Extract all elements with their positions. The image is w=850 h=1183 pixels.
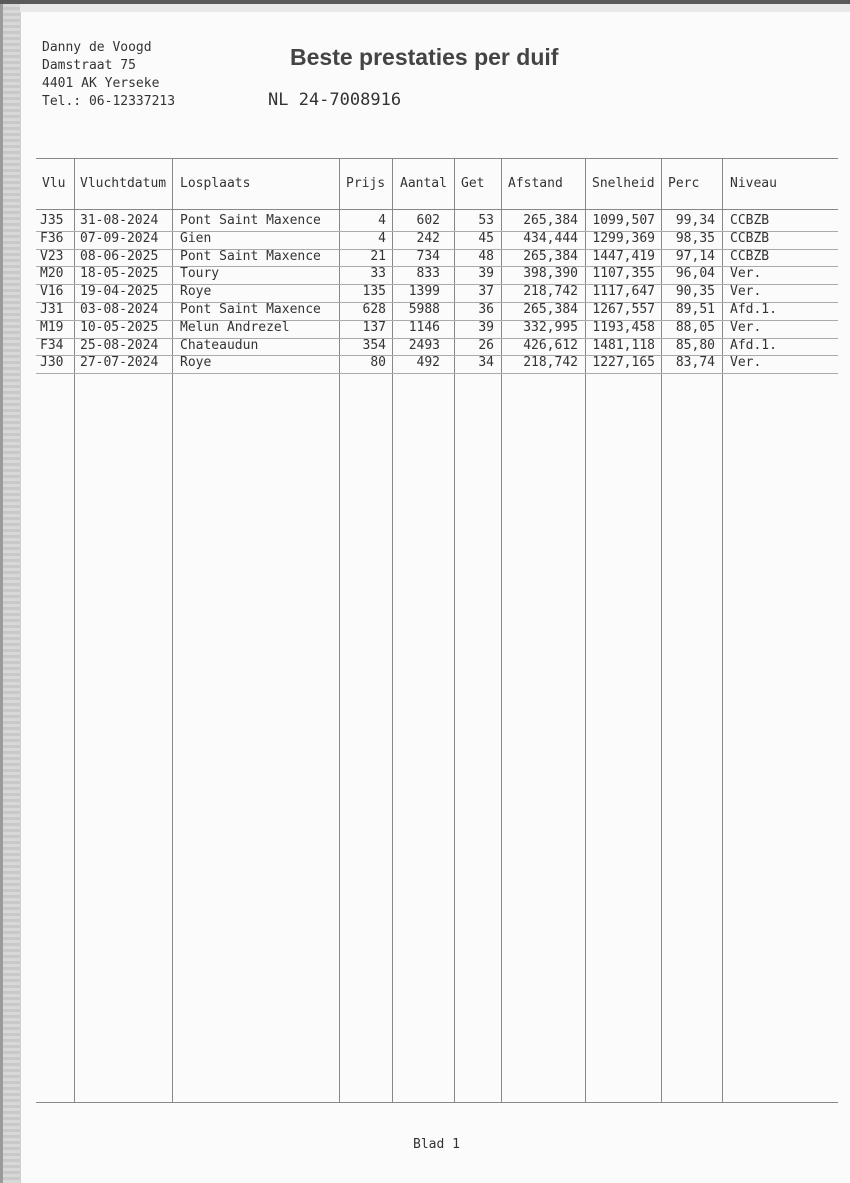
table-cell: 31-08-2024 [80, 213, 159, 228]
table-cell: 27-07-2024 [80, 355, 159, 371]
column-header: Vluchtdatum [80, 176, 167, 191]
table-cell: 1193,458 [592, 319, 655, 335]
table-cell: 1481,118 [592, 337, 655, 353]
column-header: Get [461, 176, 485, 191]
sender-name: Danny de Voogd [42, 40, 152, 55]
table-cell: Toury [180, 266, 220, 282]
table-cell: 03-08-2024 [80, 302, 159, 317]
table-cell: 26 [478, 337, 494, 353]
table-cell: 492 [416, 355, 440, 371]
scan-binding-strip [0, 4, 20, 1183]
table-cell: CCBZB [730, 230, 770, 246]
table-cell: 36 [478, 302, 494, 317]
table-cell: 833 [416, 266, 440, 282]
table-column-rule [454, 158, 455, 1103]
table-cell: 434,444 [523, 230, 578, 246]
table-cell: 19-04-2025 [80, 284, 159, 300]
table-column-rule [392, 158, 393, 1103]
table-cell: Gien [180, 230, 212, 246]
table-cell: CCBZB [730, 213, 770, 228]
table-cell: 07-09-2024 [80, 230, 159, 246]
table-column-rule [74, 158, 75, 1103]
table-cell: Afd.1. [730, 302, 777, 317]
table-cell: M20 [40, 266, 64, 282]
table-cell: Pont Saint Maxence [180, 248, 321, 264]
table-cell: 37 [478, 284, 494, 300]
table-cell: 135 [362, 284, 386, 300]
table-column-rule [172, 158, 173, 1103]
table-column-rule [661, 158, 662, 1103]
table-cell: 1107,355 [592, 266, 655, 282]
table-cell: 1227,165 [592, 355, 655, 371]
sender-address [42, 39, 175, 111]
table-cell: 5988 [408, 302, 440, 317]
table-cell: 1117,647 [592, 284, 655, 300]
table-cell: 90,35 [675, 284, 715, 300]
table-column-rule [501, 158, 502, 1103]
table-cell: 4 [378, 230, 386, 246]
table-cell: F36 [40, 230, 64, 246]
table-cell: Afd.1. [730, 337, 777, 353]
table-cell: Roye [180, 355, 212, 371]
table-cell: 218,742 [523, 355, 578, 371]
table-cell: 734 [416, 248, 440, 264]
table-cell: 45 [478, 230, 494, 246]
table-cell: Pont Saint Maxence [180, 213, 321, 228]
table-cell: 48 [478, 248, 494, 264]
table-column-rule [585, 158, 586, 1103]
table-cell: 39 [478, 266, 494, 282]
table-cell: F34 [40, 337, 64, 353]
table-cell: 18-05-2025 [80, 266, 159, 282]
column-header: Perc [668, 176, 700, 191]
sender-street: Damstraat 75 [42, 58, 136, 73]
table-cell: CCBZB [730, 248, 770, 264]
table-cell: Melun Andrezel [180, 319, 290, 335]
sender-city: 4401 AK Yerseke [42, 76, 160, 91]
table-cell: 2493 [408, 337, 440, 353]
table-column-rule [722, 158, 723, 1103]
table-cell: 99,34 [675, 213, 715, 228]
table-cell: 53 [478, 213, 494, 228]
table-cell: 265,384 [523, 248, 578, 264]
table-cell: Chateaudun [180, 337, 259, 353]
table-cell: 21 [370, 248, 386, 264]
table-cell: 332,995 [523, 319, 578, 335]
table-cell: 34 [478, 355, 494, 371]
table-cell: Roye [180, 284, 212, 300]
table-cell: 354 [362, 337, 386, 353]
table-cell: 83,74 [675, 355, 715, 371]
table-cell: 602 [416, 213, 440, 228]
table-cell: 242 [416, 230, 440, 246]
table-row-rule [36, 373, 838, 374]
table-cell: M19 [40, 319, 64, 335]
table-cell: 1146 [408, 319, 440, 335]
table-cell: 96,04 [675, 266, 715, 282]
table-cell: 80 [370, 355, 386, 371]
scan-left-edge [0, 4, 3, 1183]
column-header: Vlu [42, 176, 66, 191]
table-cell: 1447,419 [592, 248, 655, 264]
column-header: Afstand [508, 176, 563, 191]
table-cell: J35 [40, 213, 64, 228]
table-cell: Ver. [730, 319, 762, 335]
table-cell: 39 [478, 319, 494, 335]
table-cell: 628 [362, 302, 386, 317]
table-cell: 97,14 [675, 248, 715, 264]
table-cell: 265,384 [523, 302, 578, 317]
table-cell: 426,612 [523, 337, 578, 353]
table-cell: Pont Saint Maxence [180, 302, 321, 317]
ring-number: NL 24-7008916 [268, 90, 402, 110]
page-label: Blad 1 [413, 1137, 460, 1152]
table-cell: 08-06-2025 [80, 248, 159, 264]
column-header: Losplaats [180, 176, 251, 191]
table-cell: 1267,557 [592, 302, 655, 317]
table-cell: Ver. [730, 355, 762, 371]
table-cell: 85,80 [675, 337, 715, 353]
column-header: Prijs [346, 176, 386, 191]
table-cell: 4 [378, 213, 386, 228]
table-cell: 137 [362, 319, 386, 335]
column-header: Aantal [400, 176, 447, 191]
table-cell: 398,390 [523, 266, 578, 282]
table-cell: 89,51 [675, 302, 715, 317]
table-cell: V23 [40, 248, 64, 264]
table-cell: 25-08-2024 [80, 337, 159, 353]
table-cell: 88,05 [675, 319, 715, 335]
document-title: Beste prestaties per duif [290, 44, 559, 70]
table-cell: 10-05-2025 [80, 319, 159, 335]
column-header: Snelheid [592, 176, 655, 191]
scan-top-edge [0, 0, 850, 4]
table-row-rule [36, 158, 838, 159]
table-row-rule [36, 209, 838, 210]
table-cell: J31 [40, 302, 64, 317]
table-cell: V16 [40, 284, 64, 300]
table-cell: 98,35 [675, 230, 715, 246]
table-row-rule [36, 1102, 838, 1103]
table-cell: J30 [40, 355, 64, 371]
table-cell: 265,384 [523, 213, 578, 228]
table-cell: 1099,507 [592, 213, 655, 228]
table-cell: Ver. [730, 266, 762, 282]
table-cell: Ver. [730, 284, 762, 300]
column-header: Niveau [730, 176, 777, 191]
table-cell: 1299,369 [592, 230, 655, 246]
table-cell: 1399 [408, 284, 440, 300]
table-cell: 33 [370, 266, 386, 282]
table-column-rule [339, 158, 340, 1103]
sender-phone: Tel.: 06-12337213 [42, 94, 176, 109]
table-cell: 218,742 [523, 284, 578, 300]
